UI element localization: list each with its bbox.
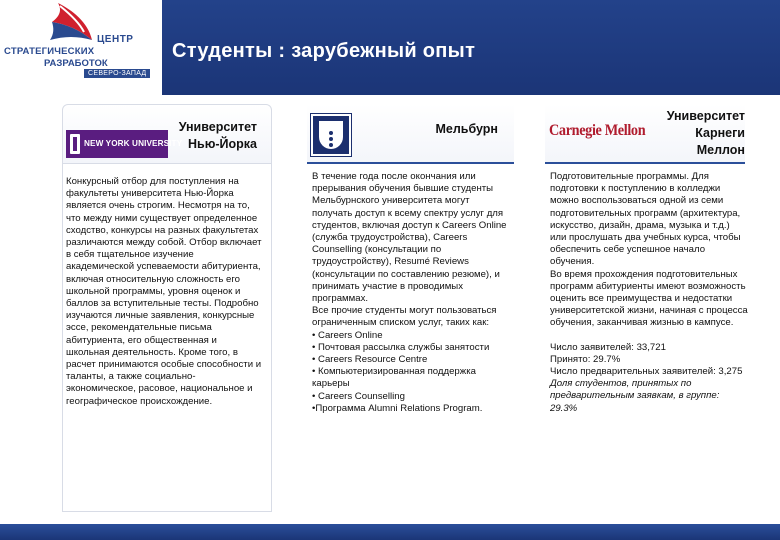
stat-line: Принято: 29.7% [550, 353, 621, 365]
spacer [550, 330, 748, 342]
nyu-logo-text: NEW YORK UNIVERSITY [84, 139, 183, 148]
stat-line-italic: Доля студентов, принятых по предварительным заявкам, в группе: 29.3% [550, 378, 720, 414]
torch-icon [70, 134, 80, 154]
carnegie-mellon-logo: Carnegie Mellon [549, 122, 646, 139]
logo-line-developments: РАЗРАБОТОК [44, 58, 108, 69]
list-item: • Careers Resource Centre [312, 354, 428, 366]
stat-line: Число заявителей: 33,721 [550, 341, 666, 353]
logo-line-center: ЦЕНТР [97, 34, 134, 45]
list-item: • Careers Online [312, 329, 383, 341]
list-item: •Программа Alumni Relations Program. [312, 402, 483, 414]
title-bar [162, 0, 780, 95]
list-item: • Компьютеризированная поддержка карьеры [312, 366, 476, 390]
footer-bar [0, 524, 780, 540]
melbourne-crest-icon [311, 114, 351, 156]
crest-shield [319, 121, 343, 149]
crest-stars [329, 131, 333, 135]
header-divider [545, 162, 745, 164]
page-title: Студенты : зарубежный опыт [172, 40, 476, 62]
paragraph: В течение года после окончания или прерывания обучения бывшие студенты Мельбурнского университета могут получать доступ к всему спектру услуг для студентов, включая доступ к Careers Online (служба трудоустройства), Careers Counselling (консультации по трудоустройству), Resumé Reviews (консультации по составлению резюме), и принимать участие в проводимых программах. [312, 171, 507, 305]
stat-line: Число предварительных заявителей: 3,275 [550, 366, 743, 378]
nyu-description [66, 176, 262, 408]
logo-line-strategic: СТРАТЕГИЧЕСКИХ [4, 46, 95, 57]
university-name: Университет Карнеги Меллон [666, 109, 745, 157]
paragraph: Все прочие студенты могут пользоваться ограниченным списком услуг, таких как: [312, 305, 497, 329]
carnegie-mellon-description [550, 171, 748, 415]
paragraph: Подготовительные программы. Для подготовки к поступлению в колледжи можно воспользоваться одной из семи подготовительных программ (архитектура, искусство, дизайн, драма, музыка и т.д.) или прослушать два учебных курса, чтобы обеспечить себе успешное начало обучения. [550, 171, 741, 268]
list-item: • Почтовая рассылка службы занятости [312, 341, 490, 353]
header-divider [307, 162, 514, 164]
melbourne-description [312, 171, 512, 415]
header [0, 0, 780, 95]
csr-logo[interactable] [0, 0, 162, 95]
nyu-logo [66, 130, 183, 158]
paragraph: Конкурсный отбор для поступления на факультеты университета Нью-Йорка является очень строгим. Несмотря на то, что между ними существует определенное сходство, конкурсы на разных факультетах различаются между собой. Отбор включает в себя тщательное изучение академической успеваемости абитуриента, включая относительную сложность его школьной программы, уровня оценок и баллов за вступительные тесты. Подробно изучаются личные заявления, конкурсные эссе, рекомендательные письма абитуриента, его общественная и школьная деятельность. Кроме того, в расчет принимаются особые способности и таланты, а также социально-экономическое, расовое, национальное и географическое происхождение. [66, 176, 262, 407]
paragraph: Во время прохождения подготовительных программ абитуриенты имеют возможность оценить все преимущества и недостатки университетской жизни, начиная с процесса обучения, заканчивая жизнью в кампусе. [550, 268, 748, 329]
logo-line-region: СЕВЕРО-ЗАПАД [84, 69, 150, 78]
university-name: Мельбурн [435, 122, 498, 136]
university-name: Университет Нью-Йорка [178, 120, 257, 151]
list-item: • Careers Counselling [312, 390, 405, 402]
